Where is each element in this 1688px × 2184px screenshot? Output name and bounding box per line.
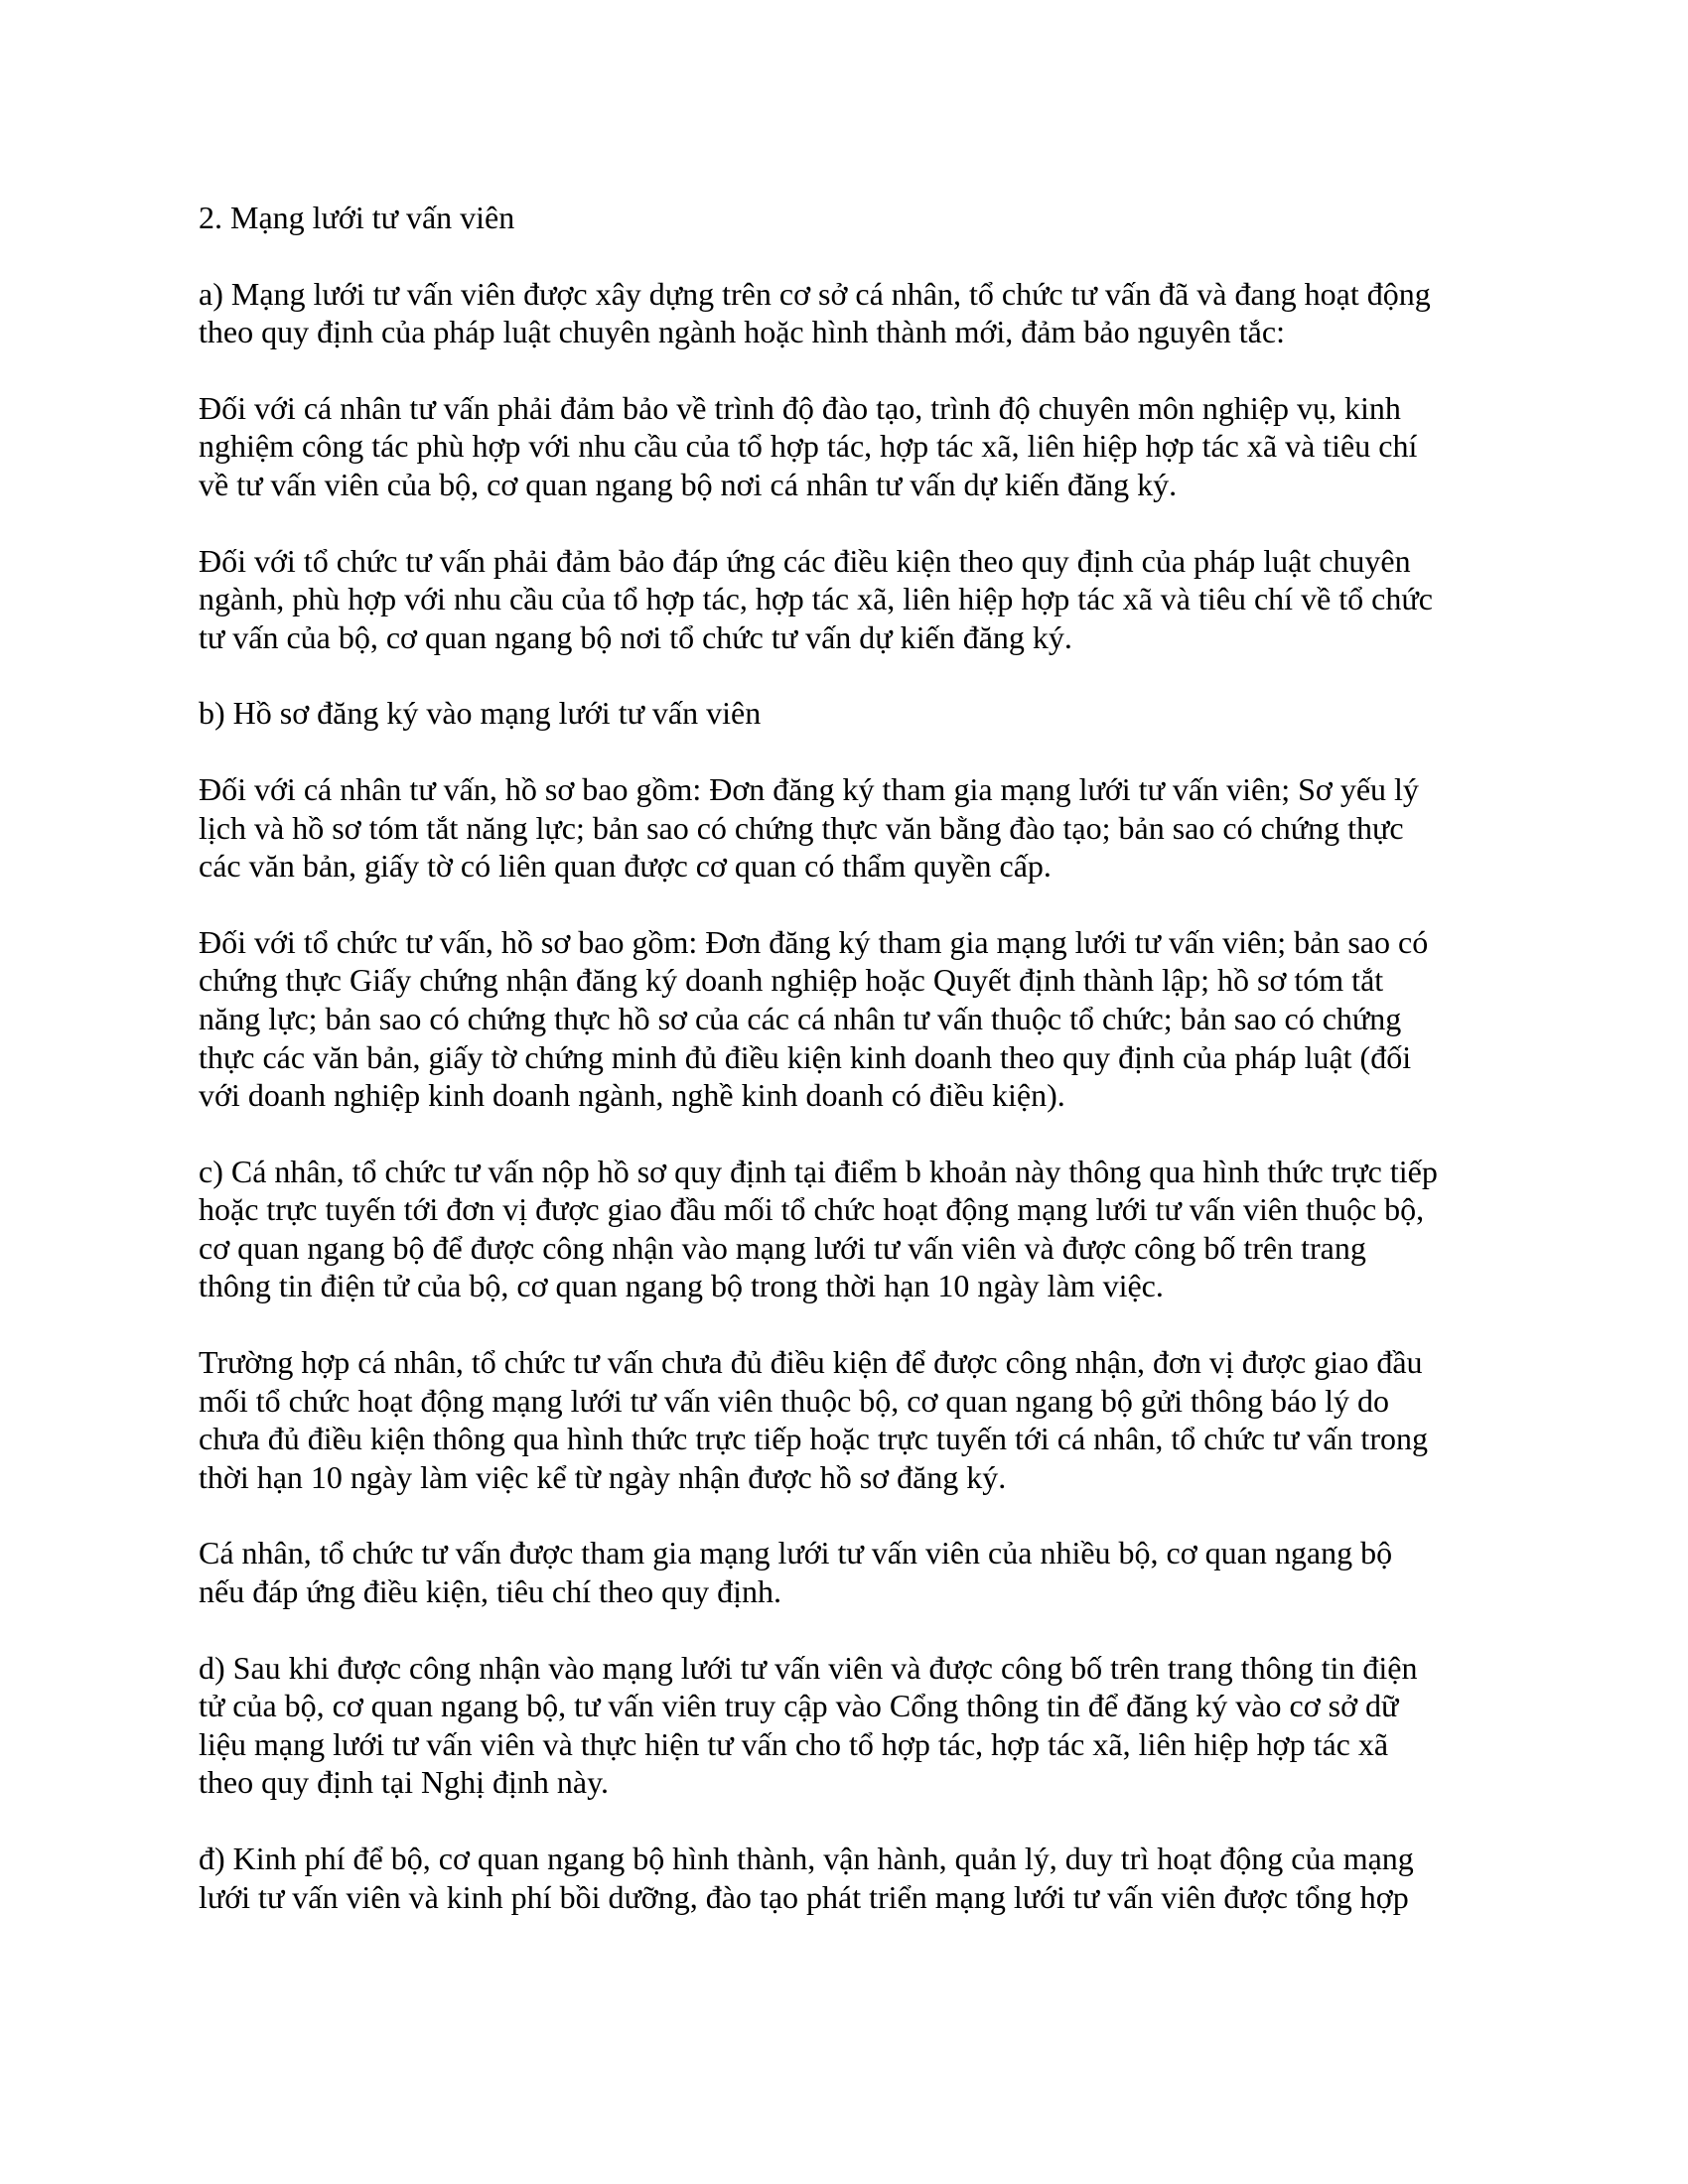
text-line: Trường hợp cá nhân, tổ chức tư vấn chưa đủ điều kiện để được công nhận, đơn vị được giao đầu bbox=[199, 1344, 1423, 1381]
text-line: Đối với cá nhân tư vấn phải đảm bảo về trình độ đào tạo, trình độ chuyên môn nghiệp vụ, kinh bbox=[199, 389, 1401, 426]
text-line: lịch và hồ sơ tóm tắt năng lực; bản sao có chứng thực văn bằng đào tạo; bản sao có chứng thực bbox=[199, 809, 1404, 846]
text-line: đ) Kinh phí để bộ, cơ quan ngang bộ hình thành, vận hành, quản lý, duy trì hoạt động của mạng bbox=[199, 1841, 1414, 1876]
paragraph bbox=[199, 694, 1509, 733]
paragraph bbox=[199, 542, 1509, 657]
text-line: các văn bản, giấy tờ có liên quan được cơ quan có thẩm quyền cấp. bbox=[199, 848, 1052, 885]
paragraph bbox=[199, 1649, 1509, 1802]
text-line: hoặc trực tuyến tới đơn vị được giao đầu mối tổ chức hoạt động mạng lưới tư vấn viên thuộc bộ, bbox=[199, 1191, 1425, 1228]
paragraph bbox=[199, 1153, 1509, 1305]
paragraph bbox=[199, 275, 1509, 351]
text-line: chứng thực Giấy chứng nhận đăng ký doanh nghiệp hoặc Quyết định thành lập; hồ sơ tóm tắt bbox=[199, 962, 1384, 999]
text-line: nghiệm công tác phù hợp với nhu cầu của tổ hợp tác, hợp tác xã, liên hiệp hợp tác xã và tiêu chí bbox=[199, 428, 1418, 465]
text-line: nếu đáp ứng điều kiện, tiêu chí theo quy định. bbox=[199, 1573, 781, 1610]
text-line: về tư vấn viên của bộ, cơ quan ngang bộ nơi cá nhân tư vấn dự kiến đăng ký. bbox=[199, 466, 1178, 502]
text-line: theo quy định tại Nghị định này. bbox=[199, 1764, 609, 1801]
text-line: Đối với tổ chức tư vấn, hồ sơ bao gồm: Đơn đăng ký tham gia mạng lưới tư vấn viên; bản sao có bbox=[199, 923, 1429, 960]
text-line: chưa đủ điều kiện thông qua hình thức trực tiếp hoặc trực tuyến tới cá nhân, tổ chức tư vấn trong bbox=[199, 1421, 1428, 1457]
text-line: tư vấn của bộ, cơ quan ngang bộ nơi tổ chức tư vấn dự kiến đăng ký. bbox=[199, 618, 1072, 655]
text-line: a) Mạng lưới tư vấn viên được xây dựng trên cơ sở cá nhân, tổ chức tư vấn đã và đang hoạt động bbox=[199, 275, 1431, 312]
text-line: Cá nhân, tổ chức tư vấn được tham gia mạng lưới tư vấn viên của nhiều bộ, cơ quan ngang bộ bbox=[199, 1535, 1393, 1571]
text-line: năng lực; bản sao có chứng thực hồ sơ của các cá nhân tư vấn thuộc tổ chức; bản sao có chứng bbox=[199, 1000, 1402, 1036]
document-page bbox=[199, 199, 1509, 1954]
text-line: lưới tư vấn viên và kinh phí bồi dưỡng, đào tạo phát triển mạng lưới tư vấn viên được tổng hợp bbox=[199, 1878, 1409, 1915]
paragraph bbox=[199, 1534, 1509, 1610]
paragraph bbox=[199, 389, 1509, 504]
section-heading bbox=[199, 199, 1509, 237]
text-line: ngành, phù hợp với nhu cầu của tổ hợp tác, hợp tác xã, liên hiệp hợp tác xã và tiêu chí về tổ chức bbox=[199, 581, 1433, 617]
text-line: mối tổ chức hoạt động mạng lưới tư vấn viên thuộc bộ, cơ quan ngang bộ gửi thông báo lý do bbox=[199, 1382, 1390, 1419]
text-line: cơ quan ngang bộ để được công nhận vào mạng lưới tư vấn viên và được công bố trên trang bbox=[199, 1229, 1366, 1266]
text-line: liệu mạng lưới tư vấn viên và thực hiện tư vấn cho tổ hợp tác, hợp tác xã, liên hiệp hợp tác xã bbox=[199, 1725, 1389, 1762]
paragraph bbox=[199, 770, 1509, 886]
text-line: theo quy định của pháp luật chuyên ngành hoặc hình thành mới, đảm bảo nguyên tắc: bbox=[199, 314, 1285, 350]
text-line: thông tin điện tử của bộ, cơ quan ngang bộ trong thời hạn 10 ngày làm việc. bbox=[199, 1268, 1164, 1304]
text-line: thời hạn 10 ngày làm việc kể từ ngày nhận được hồ sơ đăng ký. bbox=[199, 1458, 1007, 1495]
text-line: c) Cá nhân, tổ chức tư vấn nộp hồ sơ quy định tại điểm b khoản này thông qua hình thức trực tiếp bbox=[199, 1153, 1438, 1189]
text-line: d) Sau khi được công nhận vào mạng lưới tư vấn viên và được công bố trên trang thông tin điện bbox=[199, 1649, 1418, 1686]
text-line: thực các văn bản, giấy tờ chứng minh đủ điều kiện kinh doanh theo quy định của pháp luật (đối bbox=[199, 1038, 1412, 1075]
text-line: Đối với tổ chức tư vấn phải đảm bảo đáp ứng các điều kiện theo quy định của pháp luật chuyên bbox=[199, 542, 1411, 579]
paragraph bbox=[199, 923, 1509, 1115]
text-line: b) Hồ sơ đăng ký vào mạng lưới tư vấn viên bbox=[199, 695, 762, 732]
text-line: Đối với cá nhân tư vấn, hồ sơ bao gồm: Đơn đăng ký tham gia mạng lưới tư vấn viên; Sơ yếu lý bbox=[199, 770, 1419, 807]
paragraph bbox=[199, 1840, 1509, 1916]
paragraph bbox=[199, 1343, 1509, 1496]
text-line: với doanh nghiệp kinh doanh ngành, nghề kinh doanh có điều kiện). bbox=[199, 1077, 1065, 1114]
text-line: 2. Mạng lưới tư vấn viên bbox=[199, 200, 515, 235]
text-line: tử của bộ, cơ quan ngang bộ, tư vấn viên truy cập vào Cổng thông tin để đăng ký vào cơ sở dữ bbox=[199, 1688, 1399, 1724]
